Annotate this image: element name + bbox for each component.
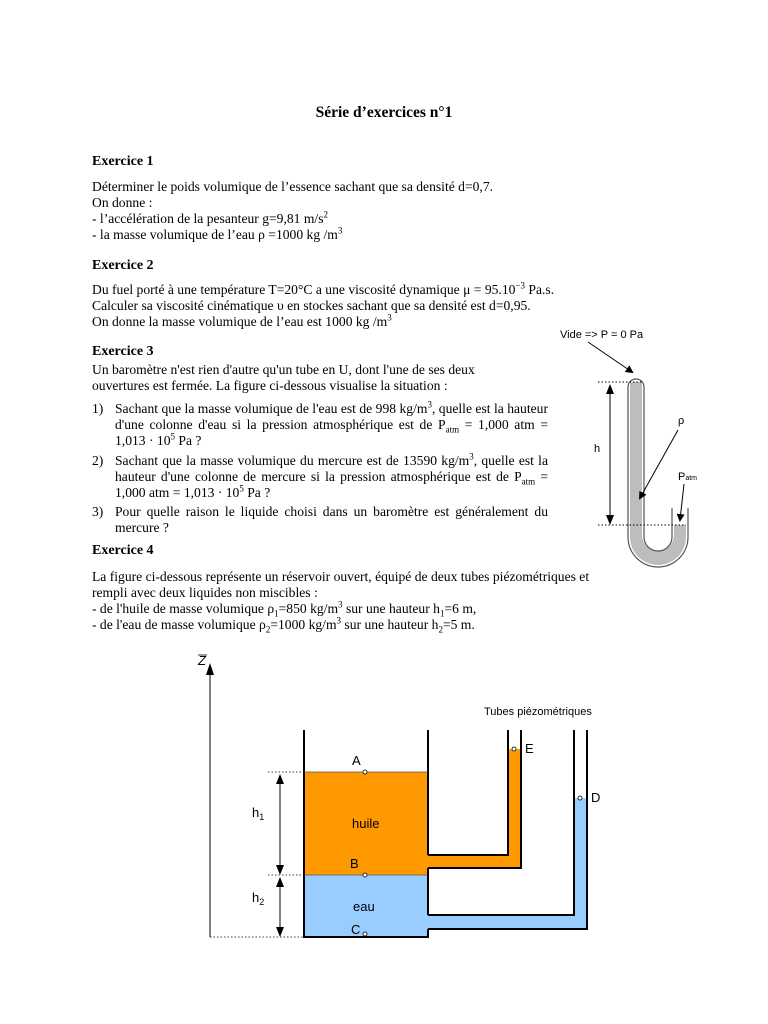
point-c-label: C [351, 922, 361, 937]
exercise-1-heading: Exercice 1 [92, 154, 154, 169]
height-arrow-top [606, 384, 614, 394]
point-a-marker [363, 770, 367, 774]
exercise-4-line-3: - de l'huile de masse volumique $\rho_1=850$ $kg/m^3$ sur une hauteur $h_1=6$ m, [92, 599, 477, 619]
point-d-label: D [591, 790, 601, 805]
exercise-3-heading: Exercice 3 [92, 344, 154, 359]
z-axis-label: Z [198, 653, 206, 668]
barometer-figure [550, 322, 760, 582]
exercise-4-line-2: rempli avec deux liquides non miscibles : [92, 585, 318, 600]
exercise-1-line-2: On donne : [92, 195, 153, 210]
exercise-2-line-1: Du fuel porté à une température T=20°C a une viscosité dynamique $\mu = 95.10^{-3}$ Pa.s. [92, 280, 555, 297]
exercise-1-line-3: - l’accélération de la pesanteur g=9,81 $m/s^2$ [92, 209, 328, 226]
point-e-label: E [525, 741, 534, 756]
exercise-3-line-1: Un baromètre n'est rien d'autre qu'un tube en U, dont l'une de ses deux [92, 362, 475, 377]
vacuum-arrow [588, 342, 632, 372]
question-3: 3) Pour quelle raison le liquide choisi dans un baromètre est généralement du mercure ? [92, 504, 548, 536]
patm-arrow [680, 484, 684, 520]
point-b-label: B [350, 856, 359, 871]
h1-arrow-bottom [276, 865, 284, 875]
point-c-marker [363, 932, 367, 936]
exercise-1-line-1: Déterminer le poids volumique de l’essence sachant que sa densité d=0,7. [92, 179, 494, 194]
exercise-4-line-1: La figure ci-dessous représente un réservoir ouvert, équipé de deux tubes piézométriques et [92, 569, 590, 584]
water-label: eau [353, 899, 375, 914]
z-axis-arrow [206, 663, 214, 675]
exercise-1-line-4: - la masse volumique de l’eau ρ =1000 kg $/m^3$ [92, 225, 343, 242]
tube-e-inner-wall [428, 730, 508, 855]
h2-arrow-bottom [276, 927, 284, 937]
h1-arrow-top [276, 774, 284, 784]
vacuum-label: Vide => P = 0 Pa [560, 329, 644, 341]
height-arrow-bottom [606, 515, 614, 525]
exercise-4-line-4: - de l'eau de masse volumique $\rho_2=1000$ $kg/m^3$ sur une hauteur $h_2=5$ m. [92, 615, 475, 635]
height-label: h [594, 443, 601, 455]
oil-label: huile [352, 816, 380, 831]
page-title: Série d’exercices n°1 [315, 104, 453, 121]
point-d-marker [578, 796, 582, 800]
h2-label: $h_2$ [252, 890, 265, 907]
h1-label: $h_1$ [252, 805, 265, 822]
tube-d-inner-wall [428, 730, 574, 915]
rho-label: ρ [678, 415, 685, 427]
tubes-label: Tubes piézométriques [484, 706, 592, 718]
exercise-4-heading: Exercice 4 [92, 543, 154, 558]
question-2: 2) Sachant que la masse volumique du mercure est de 13590 $kg/m^3$, quelle est la hauteur d'une colonne de mercure si la pression atmosphérique est de $P_{atm} = 1,000$ atm = $1,013 \cdot 10^5$ Pa ? [92, 451, 548, 501]
point-b-marker [363, 873, 367, 877]
rho-arrow [640, 430, 678, 498]
exercise-2-line-3: On donne la masse volumique de l’eau est 1000 kg $/m^3$ [92, 312, 392, 329]
exercise-3-line-2: ouvertures est fermée. La figure ci-dessous visualise la situation : [92, 378, 448, 393]
exercise-3-questions [92, 401, 548, 537]
h2-arrow-top [276, 877, 284, 887]
point-a-label: A [352, 753, 361, 768]
reservoir-figure [190, 645, 620, 950]
point-e-marker [512, 747, 516, 751]
exercise-2-line-2: Calculer sa viscosité cinématique υ en stockes sachant que sa densité est d=0,95. [92, 298, 531, 313]
question-1: 1) Sachant que la masse volumique de l'eau est de 998 $kg/m^3$, quelle est la hauteur d'une colonne d'eau si la pression atmosphérique est de $P_{atm} = 1,000$ atm = $1,013 \cdot 10^5$ Pa ? [92, 399, 548, 449]
exercise-2-heading: Exercice 2 [92, 258, 154, 273]
u-tube-inner [644, 387, 672, 551]
patm-label: Patm [678, 471, 698, 483]
